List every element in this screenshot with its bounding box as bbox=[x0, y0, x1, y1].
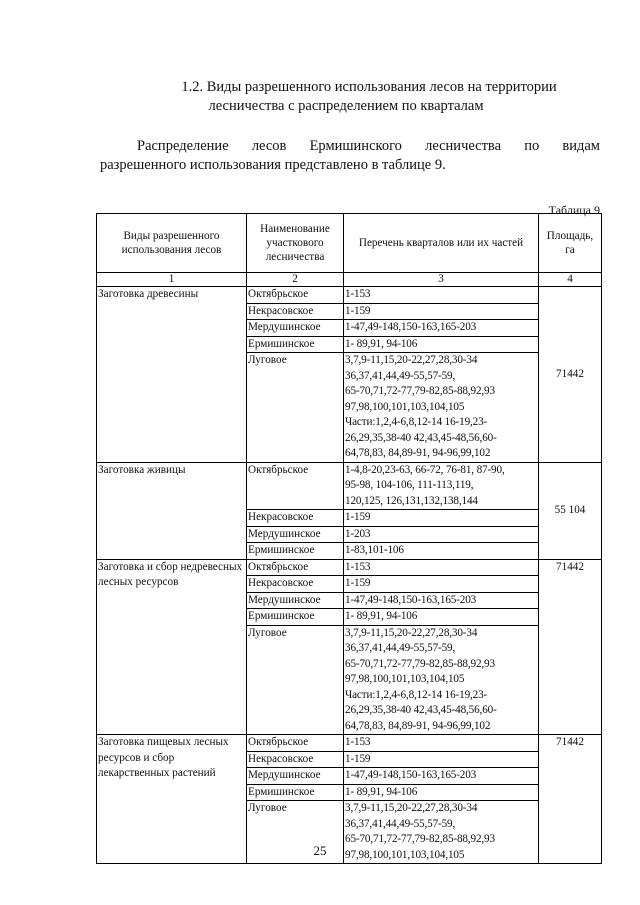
area-cell: 55 104 bbox=[539, 462, 602, 559]
quarters-line: 3,7,9-11,15,20-22,27,28,30-34 bbox=[345, 802, 478, 814]
plot-name-cell: Луговое bbox=[247, 801, 344, 864]
quarters-cell: 1-159 bbox=[344, 303, 539, 320]
quarters-cell bbox=[344, 462, 539, 510]
quarters-line: 26,29,35,38-40 42,43,45-48,56,60- bbox=[345, 431, 497, 444]
table-caption: Таблица 9 bbox=[548, 203, 600, 217]
use-type-cell: Заготовка древесины bbox=[97, 287, 247, 463]
plot-name-cell: Октябрьское bbox=[247, 559, 344, 576]
quarters-line: 64,78,83, 84,89-91, 94-96,99,102 bbox=[345, 447, 491, 459]
heading-line-2: лесничества с распределением по кварталам bbox=[208, 98, 484, 114]
intro-paragraph bbox=[100, 137, 600, 175]
quarters-line: 36,37,41,44,49-55,57-59, bbox=[345, 817, 456, 830]
header-plot-name: Наименование участкового лесничества bbox=[247, 214, 344, 273]
quarters-line: Части:1,2,4-6,8,12-14 16-19,23- bbox=[345, 416, 488, 428]
plot-name-cell: Мердушинское bbox=[247, 768, 344, 785]
quarters-line: 95-98, 104-106, 111-113,119, bbox=[345, 479, 474, 491]
plot-name-cell: Мердушинское bbox=[247, 592, 344, 609]
intro-word: видам bbox=[562, 138, 600, 154]
quarters-line: 65-70,71,72-77,79-82,85-88,92,93 bbox=[345, 657, 495, 670]
quarters-cell bbox=[344, 625, 539, 735]
plot-name-cell: Луговое bbox=[247, 353, 344, 463]
intro-word: Распределение bbox=[137, 138, 229, 154]
quarters-line: 36,37,41,44,49-55,57-59, bbox=[345, 369, 456, 382]
heading-line-1: 1.2. Виды разрешенного использования лесов на территории bbox=[181, 79, 557, 95]
quarters-line: 97,98,100,101,103,104,105 bbox=[345, 673, 465, 685]
plot-name-cell: Ермишинское bbox=[247, 543, 344, 560]
quarters-cell: 1-153 bbox=[344, 287, 539, 304]
plot-name-cell: Некрасовское bbox=[247, 510, 344, 527]
plot-name-cell: Некрасовское bbox=[247, 303, 344, 320]
quarters-cell: 1-153 bbox=[344, 735, 539, 752]
quarters-line: 97,98,100,101,103,104,105 bbox=[345, 848, 465, 861]
quarters-line: 26,29,35,38-40 42,43,45-48,56,60- bbox=[345, 704, 497, 716]
plot-name-cell: Ермишинское bbox=[247, 609, 344, 626]
intro-word: по bbox=[524, 138, 540, 154]
plot-name-cell: Октябрьское bbox=[247, 462, 344, 510]
quarters-line: 3,7,9-11,15,20-22,27,28,30-34 bbox=[345, 354, 478, 366]
intro-word: лесничества bbox=[425, 138, 502, 154]
intro-line-1 bbox=[100, 137, 600, 156]
quarters-cell bbox=[344, 353, 539, 463]
column-number-row bbox=[97, 273, 602, 287]
quarters-line: 64,78,83, 84,89-91, 94-96,99,102 bbox=[345, 719, 491, 732]
quarters-line: 65-70,71,72-77,79-82,85-88,92,93 bbox=[345, 385, 495, 397]
plot-name-cell: Мердушинское bbox=[247, 320, 344, 337]
quarters-cell: 1-159 bbox=[344, 751, 539, 768]
column-number: 4 bbox=[539, 273, 602, 287]
table-header-row bbox=[97, 214, 602, 273]
use-type-cell: Заготовка пищевых лесных ресурсов и сбор лекарственных растений bbox=[97, 735, 247, 864]
quarters-line: Части:1,2,4-6,8,12-14 16-19,23- bbox=[345, 688, 488, 701]
table-row bbox=[97, 287, 602, 304]
plot-name-cell: Октябрьское bbox=[247, 287, 344, 304]
quarters-cell: 1-153 bbox=[344, 559, 539, 576]
plot-name-cell: Некрасовское bbox=[247, 576, 344, 593]
intro-word: лесов bbox=[251, 138, 287, 154]
quarters-cell: 1-203 bbox=[344, 526, 539, 543]
header-quarters: Перечень кварталов или их частей bbox=[344, 214, 539, 273]
plot-name-cell: Луговое bbox=[247, 625, 344, 735]
quarters-cell: 1-47,49-148,150-163,165-203 bbox=[344, 320, 539, 337]
quarters-line: 120,125, 126,131,132,138,144 bbox=[345, 494, 478, 507]
quarters-cell: 1-159 bbox=[344, 576, 539, 593]
page-number: 25 bbox=[313, 843, 327, 858]
intro-line-2: разрешенного использования представлено в таблице 9. bbox=[100, 157, 446, 173]
quarters-line: 3,7,9-11,15,20-22,27,28,30-34 bbox=[345, 626, 478, 639]
area-cell: 71442 bbox=[539, 287, 602, 463]
quarters-cell: 1- 89,91, 94-106 bbox=[344, 784, 539, 801]
quarters-cell: 1-47,49-148,150-163,165-203 bbox=[344, 768, 539, 785]
use-type-cell: Заготовка и сбор недревесных лесных ресурсов bbox=[97, 559, 247, 735]
quarters-line: 1-4,8-20,23-63, 66-72, 76-81, 87-90, bbox=[345, 463, 505, 476]
area-cell: 71442 bbox=[539, 559, 602, 735]
use-type-cell: Заготовка живицы bbox=[97, 462, 247, 559]
area-cell: 71442 bbox=[539, 735, 602, 864]
header-area: Площадь, га bbox=[539, 214, 602, 273]
table-row bbox=[97, 462, 602, 510]
plot-name-cell: Ермишинское bbox=[247, 336, 344, 353]
plot-name-cell: Октябрьское bbox=[247, 735, 344, 752]
quarters-cell: 1-159 bbox=[344, 510, 539, 527]
forest-use-table bbox=[96, 213, 602, 864]
quarters-cell: 1- 89,91, 94-106 bbox=[344, 609, 539, 626]
quarters-line: 65-70,71,72-77,79-82,85-88,92,93 bbox=[345, 833, 495, 845]
quarters-cell: 1-83,101-106 bbox=[344, 543, 539, 560]
header-use-type: Виды разрешенного использования лесов bbox=[97, 214, 247, 273]
section-heading bbox=[0, 78, 640, 116]
intro-word: Ермишинского bbox=[309, 138, 402, 154]
table-row bbox=[97, 735, 602, 752]
quarters-cell: 1- 89,91, 94-106 bbox=[344, 336, 539, 353]
plot-name-cell: Ермишинское bbox=[247, 784, 344, 801]
column-number: 3 bbox=[344, 273, 539, 287]
plot-name-cell: Мердушинское bbox=[247, 526, 344, 543]
quarters-line: 97,98,100,101,103,104,105 bbox=[345, 400, 465, 413]
column-number: 1 bbox=[97, 273, 247, 287]
table-row bbox=[97, 559, 602, 576]
plot-name-cell: Некрасовское bbox=[247, 751, 344, 768]
quarters-line: 36,37,41,44,49-55,57-59, bbox=[345, 642, 456, 654]
column-number: 2 bbox=[247, 273, 344, 287]
quarters-cell: 1-47,49-148,150-163,165-203 bbox=[344, 592, 539, 609]
table-body bbox=[97, 287, 602, 864]
